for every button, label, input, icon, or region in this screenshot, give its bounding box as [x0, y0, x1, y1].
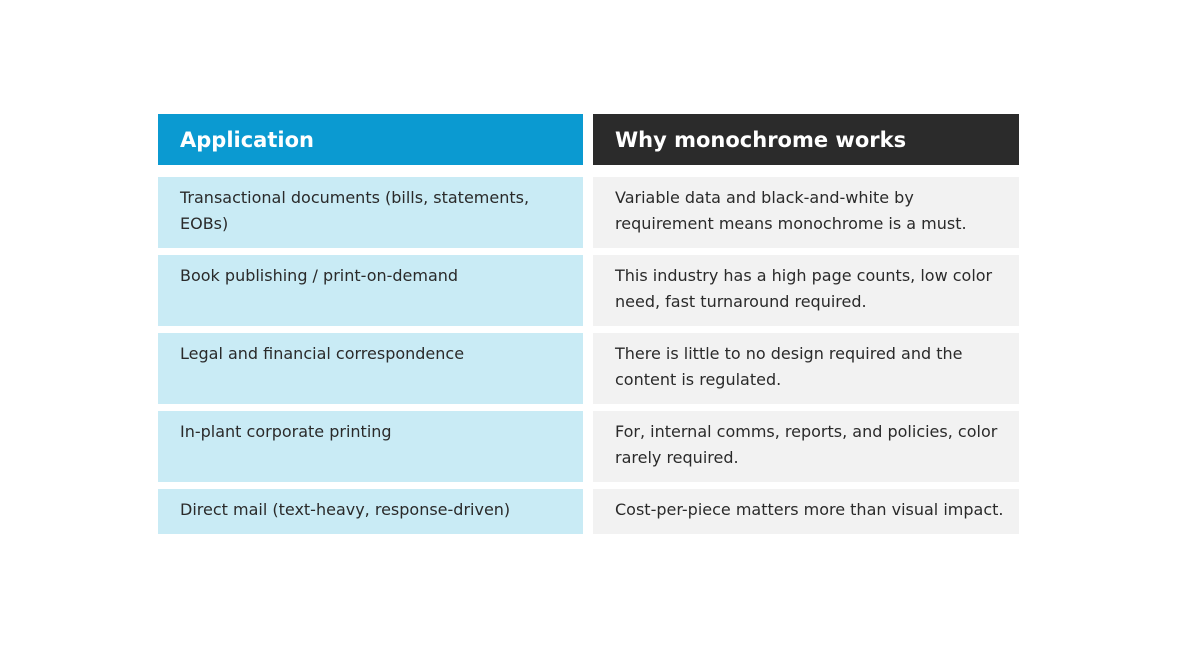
application-cell: In-plant corporate printing: [158, 411, 583, 482]
reason-cell: For, internal comms, reports, and policies, color rarely required.: [593, 411, 1019, 482]
application-cell: Transactional documents (bills, statements, EOBs): [158, 177, 583, 248]
table-row: [158, 255, 1019, 326]
application-cell: Direct mail (text-heavy, response-driven): [158, 489, 583, 534]
reason-cell: Variable data and black-and-white by requirement means monochrome is a must.: [593, 177, 1019, 248]
table-row: [158, 489, 1019, 534]
table-header-row: [158, 114, 1019, 165]
header-application: Application: [158, 114, 583, 165]
header-why-monochrome-works: Why monochrome works: [593, 114, 1019, 165]
application-cell: Book publishing / print-on-demand: [158, 255, 583, 326]
application-cell: Legal and financial correspondence: [158, 333, 583, 404]
table-row: [158, 333, 1019, 404]
table-row: [158, 177, 1019, 248]
reason-cell: There is little to no design required and the content is regulated.: [593, 333, 1019, 404]
table-row: [158, 411, 1019, 482]
reason-cell: This industry has a high page counts, low color need, fast turnaround required.: [593, 255, 1019, 326]
comparison-table: [158, 114, 1019, 534]
reason-cell: Cost-per-piece matters more than visual impact.: [593, 489, 1019, 534]
